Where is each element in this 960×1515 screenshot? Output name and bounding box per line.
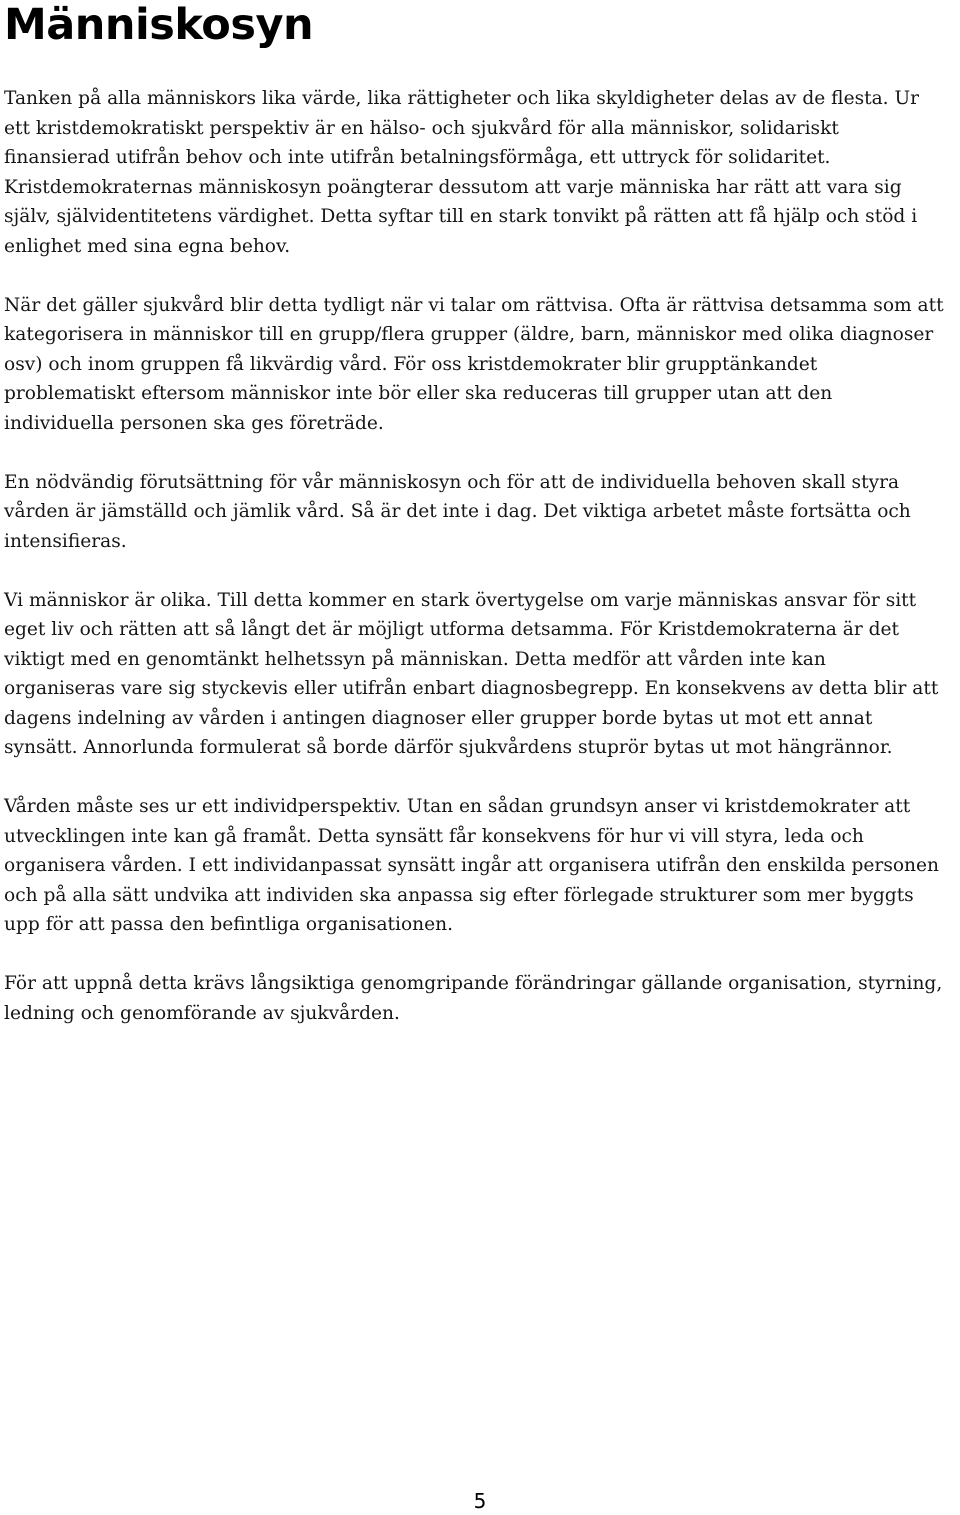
body-text [4,84,958,1058]
paragraph-3: En nödvändig förutsättning för vår människosyn och för att de individuella behoven skall styra vården är jämställd och jämlik vård. Så är det inte i dag. Det viktiga arbetet måste fortsätta och intensifieras. [4,471,911,552]
paragraph-1: Tanken på alla människors lika värde, lika rättigheter och lika skyldigheter delas av de flesta. Ur ett kristdemokratiskt perspektiv är en hälso- och sjukvård för alla människor, solidariskt finansierad utifrån behov och inte utifrån betalningsförmåga, ett uttryck för solidaritet. Kristdemokraternas människosyn poängterar dessutom att varje människa har rätt att vara sig själv, självidentitetens värdighet. Detta syftar till en stark tonvikt på rätten att få hjälp och stöd i enlighet med sina egna behov. [4,88,920,257]
paragraph-4: Vi människor är olika. Till detta kommer en stark övertygelse om varje människas ansvar för sitt eget liv och rätten att så långt det är möjligt utforma detsamma. För Kristdemokraterna är det viktigt med en genomtänkt helhetssyn på människan. Detta medför att vården inte kan organiseras vare sig styckevis eller utifrån enbart diagnosbegrepp. En konsekvens av detta blir att dagens indelning av vården i antingen diagnoser eller grupper borde bytas ut mot ett annat synsätt. Annorlunda formulerat så borde därför sjukvårdens stuprör bytas ut mot hängrännor. [4,589,939,758]
paragraph-5: Vården måste ses ur ett individperspektiv. Utan en sådan grundsyn anser vi kristdemokrater att utvecklingen inte kan gå framåt. Detta synsätt får konsekvens för hur vi vill styra, leda och organisera vården. I ett individanpassat synsätt ingår att organisera utifrån den enskilda personen och på alla sätt undvika att individen ska anpassa sig efter förlegade strukturer som mer byggts upp för att passa den befintliga organisationen. [4,796,940,935]
paragraph-6: För att uppnå detta krävs långsiktiga genomgripande förändringar gällande organisation, styrning, ledning och genomförande av sjukvården. [4,973,943,1024]
page-title: Människosyn [4,0,314,50]
page-number: 5 [473,1489,487,1513]
paragraph-2: När det gäller sjukvård blir detta tydligt när vi talar om rättvisa. Ofta är rättvisa detsamma som att kategorisera in människor till en grupp/flera grupper (äldre, barn, människor med olika diagnoser osv) och inom gruppen få likvärdig vård. För oss kristdemokrater blir grupptänkandet problematiskt eftersom människor inte bör eller ska reduceras till grupper utan att den individuella personen ska ges företräde. [4,294,944,434]
